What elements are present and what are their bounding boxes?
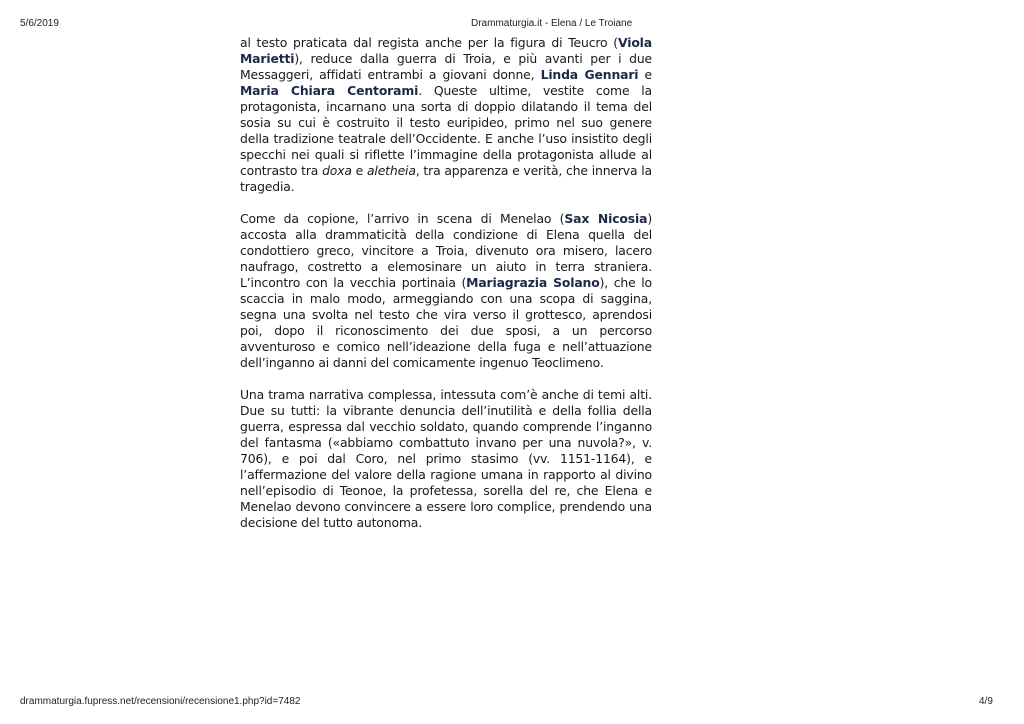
actor-name: Viola Marietti [240,35,652,66]
paragraph-1 [240,35,652,195]
page-title: Drammaturgia.it - Elena / Le Troiane [471,18,633,29]
paragraph-2 [240,211,652,371]
text-run: ), che lo scaccia in malo modo, armeggiando con una scopa di saggina, segna una svolta nel testo che vira verso il grottesco, aprendosi poi, dopo il riconoscimento dei due sposi, a un percorso avventuroso e comico nell’ideazione della fuga e nell’attuazione dell’inganno ai danni del comicamente ingenuo Teoclimeno. [240,275,652,370]
paragraph-3 [240,387,652,531]
actor-name: Mariagrazia Solano [466,275,600,290]
text-run: . Queste ultime, vestite come la protagonista, incarnano una sorta di doppio dilatando il tema del sosia su cui è costruito il testo euripideo, primo nel suo genere della tradizione teatrale dell’Occidente. E anche l’uso insistito degli specchi nei quali si riflette l’immagine della protagonista allude al contrasto tra [240,83,652,178]
text-run: , tra apparenza e verità, che innerva la tragedia. [240,163,652,194]
text-run: ) accosta alla drammaticità della condizione di Elena quella del condottiero greco, vincitore a Troia, divenuto ora misero, lacero naufrago, costretto a elemosinare un aiuto in terra straniera. L’incontro con la vecchia portinaia ( [240,211,652,290]
actor-name: Maria Chiara Centorami [240,83,419,98]
italic-term: aletheia [366,163,416,178]
text-run: ), reduce dalla guerra di Troia, e più avanti per i due Messaggeri, affidati entrambi a giovani donne, [240,51,652,82]
text-run: e [351,163,367,178]
source-url: drammaturgia.fupress.net/recensioni/recensione1.php?id=7482 [20,696,301,707]
article-body [240,35,652,547]
text-run: al testo praticata dal regista anche per la figura di Teucro ( [240,35,618,50]
text-run: Come da copione, l’arrivo in scena di Menelao ( [240,211,565,226]
italic-term: doxa [322,163,352,178]
text-run: e [638,67,653,82]
text-run: Una trama narrativa complessa, intessuta com’è anche di temi alti. Due su tutti: la vibrante denuncia dell’inutilità e della follia della guerra, espressa dal vecchio soldato, quando comprende l’inganno del fantasma («abbiamo combattuto invano per una nuvola?», v. 706), e poi dal Coro, nel primo stasimo (vv. 1151-1164), e l’affermazione del valore della ragione umana in rapporto al divino nell’episodio di Teonoe, la profetessa, sorella del re, che Elena e Menelao devono convincere a essere loro complice, prendendo una decisione del tutto autonoma. [240,387,652,530]
print-date: 5/6/2019 [20,18,59,29]
page-number: 4/9 [979,696,993,707]
actor-name: Linda Gennari [540,67,639,82]
actor-name: Sax Nicosia [564,211,648,226]
